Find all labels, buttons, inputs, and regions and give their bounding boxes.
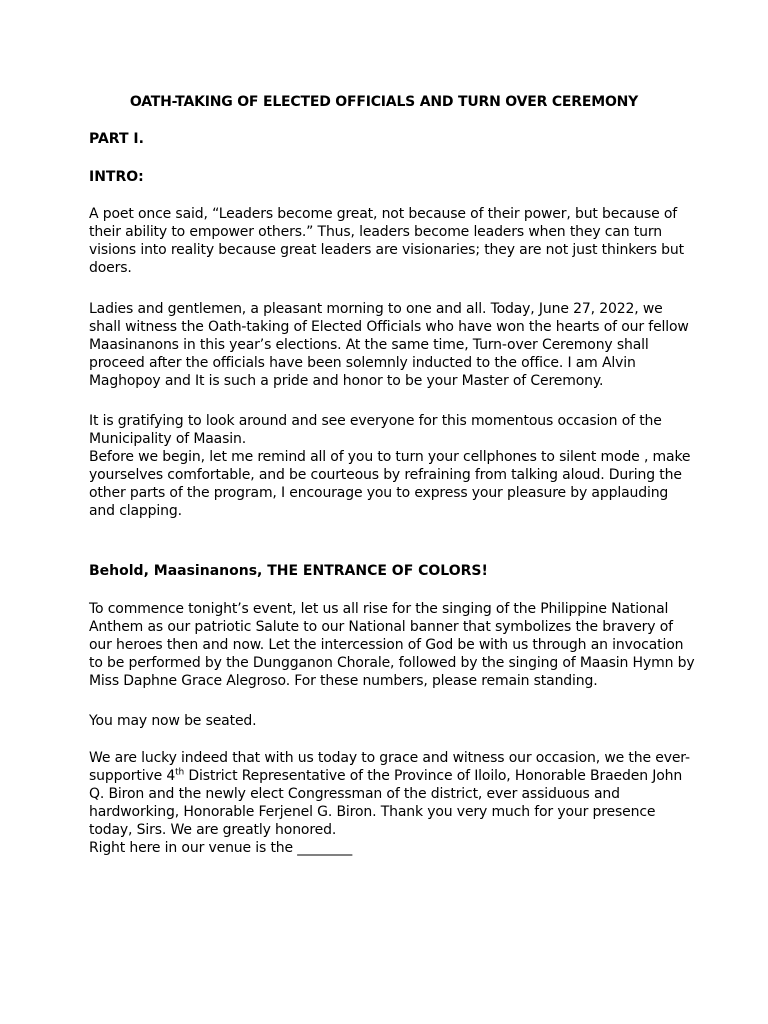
text-line: Miss Daphne Grace Alegroso. For these numbers, please remain standing.: [89, 673, 598, 689]
guests-paragraph: [89, 749, 690, 857]
reminder-paragraph: [89, 412, 691, 520]
text-line: today, Sirs. We are greatly honored.: [89, 822, 337, 838]
document-title: OATH-TAKING OF ELECTED OFFICIALS AND TURN OVER CEREMONY: [129, 94, 639, 110]
text-line: hardworking, Honorable Ferjenel G. Biron. Thank you very much for your presence: [89, 804, 656, 820]
text-segment: supportive 4: [89, 768, 176, 784]
text-line: visions into reality because great leaders are visionaries; they are not just thinkers but: [89, 242, 684, 258]
text-line: doers.: [89, 260, 132, 276]
text-line: our heroes then and now. Let the intercession of God be with us through an invocation: [89, 637, 684, 653]
text-line: Anthem as our patriotic Salute to our National banner that symbolizes the bravery of: [89, 619, 673, 635]
text-line: It is gratifying to look around and see everyone for this momentous occasion of the: [89, 413, 662, 429]
text-line: yourselves comfortable, and be courteous by refraining from talking aloud. During the: [89, 467, 682, 483]
text-line: A poet once said, “Leaders become great, not because of their power, but because of: [89, 206, 678, 222]
text-line: You may now be seated.: [89, 713, 257, 729]
intro-paragraph: [89, 205, 684, 277]
text-line: other parts of the program, I encourage you to express your pleasure by applauding: [89, 485, 669, 501]
greeting-paragraph: [89, 300, 689, 390]
anthem-paragraph: [89, 600, 695, 690]
text-line: Municipality of Maasin.: [89, 431, 247, 447]
text-line: to be performed by the Dungganon Chorale, followed by the singing of Maasin Hymn by: [89, 655, 695, 671]
text-segment: District Representative of the Province of Iloilo, Honorable Braeden John: [184, 768, 683, 784]
text-line: shall witness the Oath-taking of Elected Officials who have won the hearts of our fellow: [89, 319, 689, 335]
text-line: Ladies and gentlemen, a pleasant morning to one and all. Today, June 27, 2022, we: [89, 301, 663, 317]
text-line: [89, 767, 681, 785]
text-line: To commence tonight’s event, let us all rise for the singing of the Philippine National: [89, 601, 669, 617]
text-line: proceed after the officials have been solemnly inducted to the office. I am Alvin: [89, 355, 636, 371]
text-line: Q. Biron and the newly elect Congressman of the district, ever assiduous and: [89, 786, 620, 802]
intro-heading: INTRO:: [89, 169, 144, 185]
text-line: Before we begin, let me remind all of you to turn your cellphones to silent mode , make: [89, 449, 691, 465]
seated-paragraph: [89, 712, 681, 730]
text-line: and clapping.: [89, 503, 182, 519]
ordinal-superscript: th: [175, 767, 185, 778]
text-line: We are lucky indeed that with us today to grace and witness our occasion, we the ever-: [89, 750, 690, 766]
text-line: Right here in our venue is the ________: [89, 840, 353, 856]
entrance-of-colors-heading: Behold, Maasinanons, THE ENTRANCE OF COLORS!: [89, 563, 488, 579]
text-line: their ability to empower others.” Thus, leaders become leaders when they can turn: [89, 224, 662, 240]
text-line: Maasinanons in this year’s elections. At the same time, Turn-over Ceremony shall: [89, 337, 649, 353]
part-heading: PART I.: [89, 131, 144, 147]
text-line: Maghopoy and It is such a pride and honor to be your Master of Ceremony.: [89, 373, 604, 389]
